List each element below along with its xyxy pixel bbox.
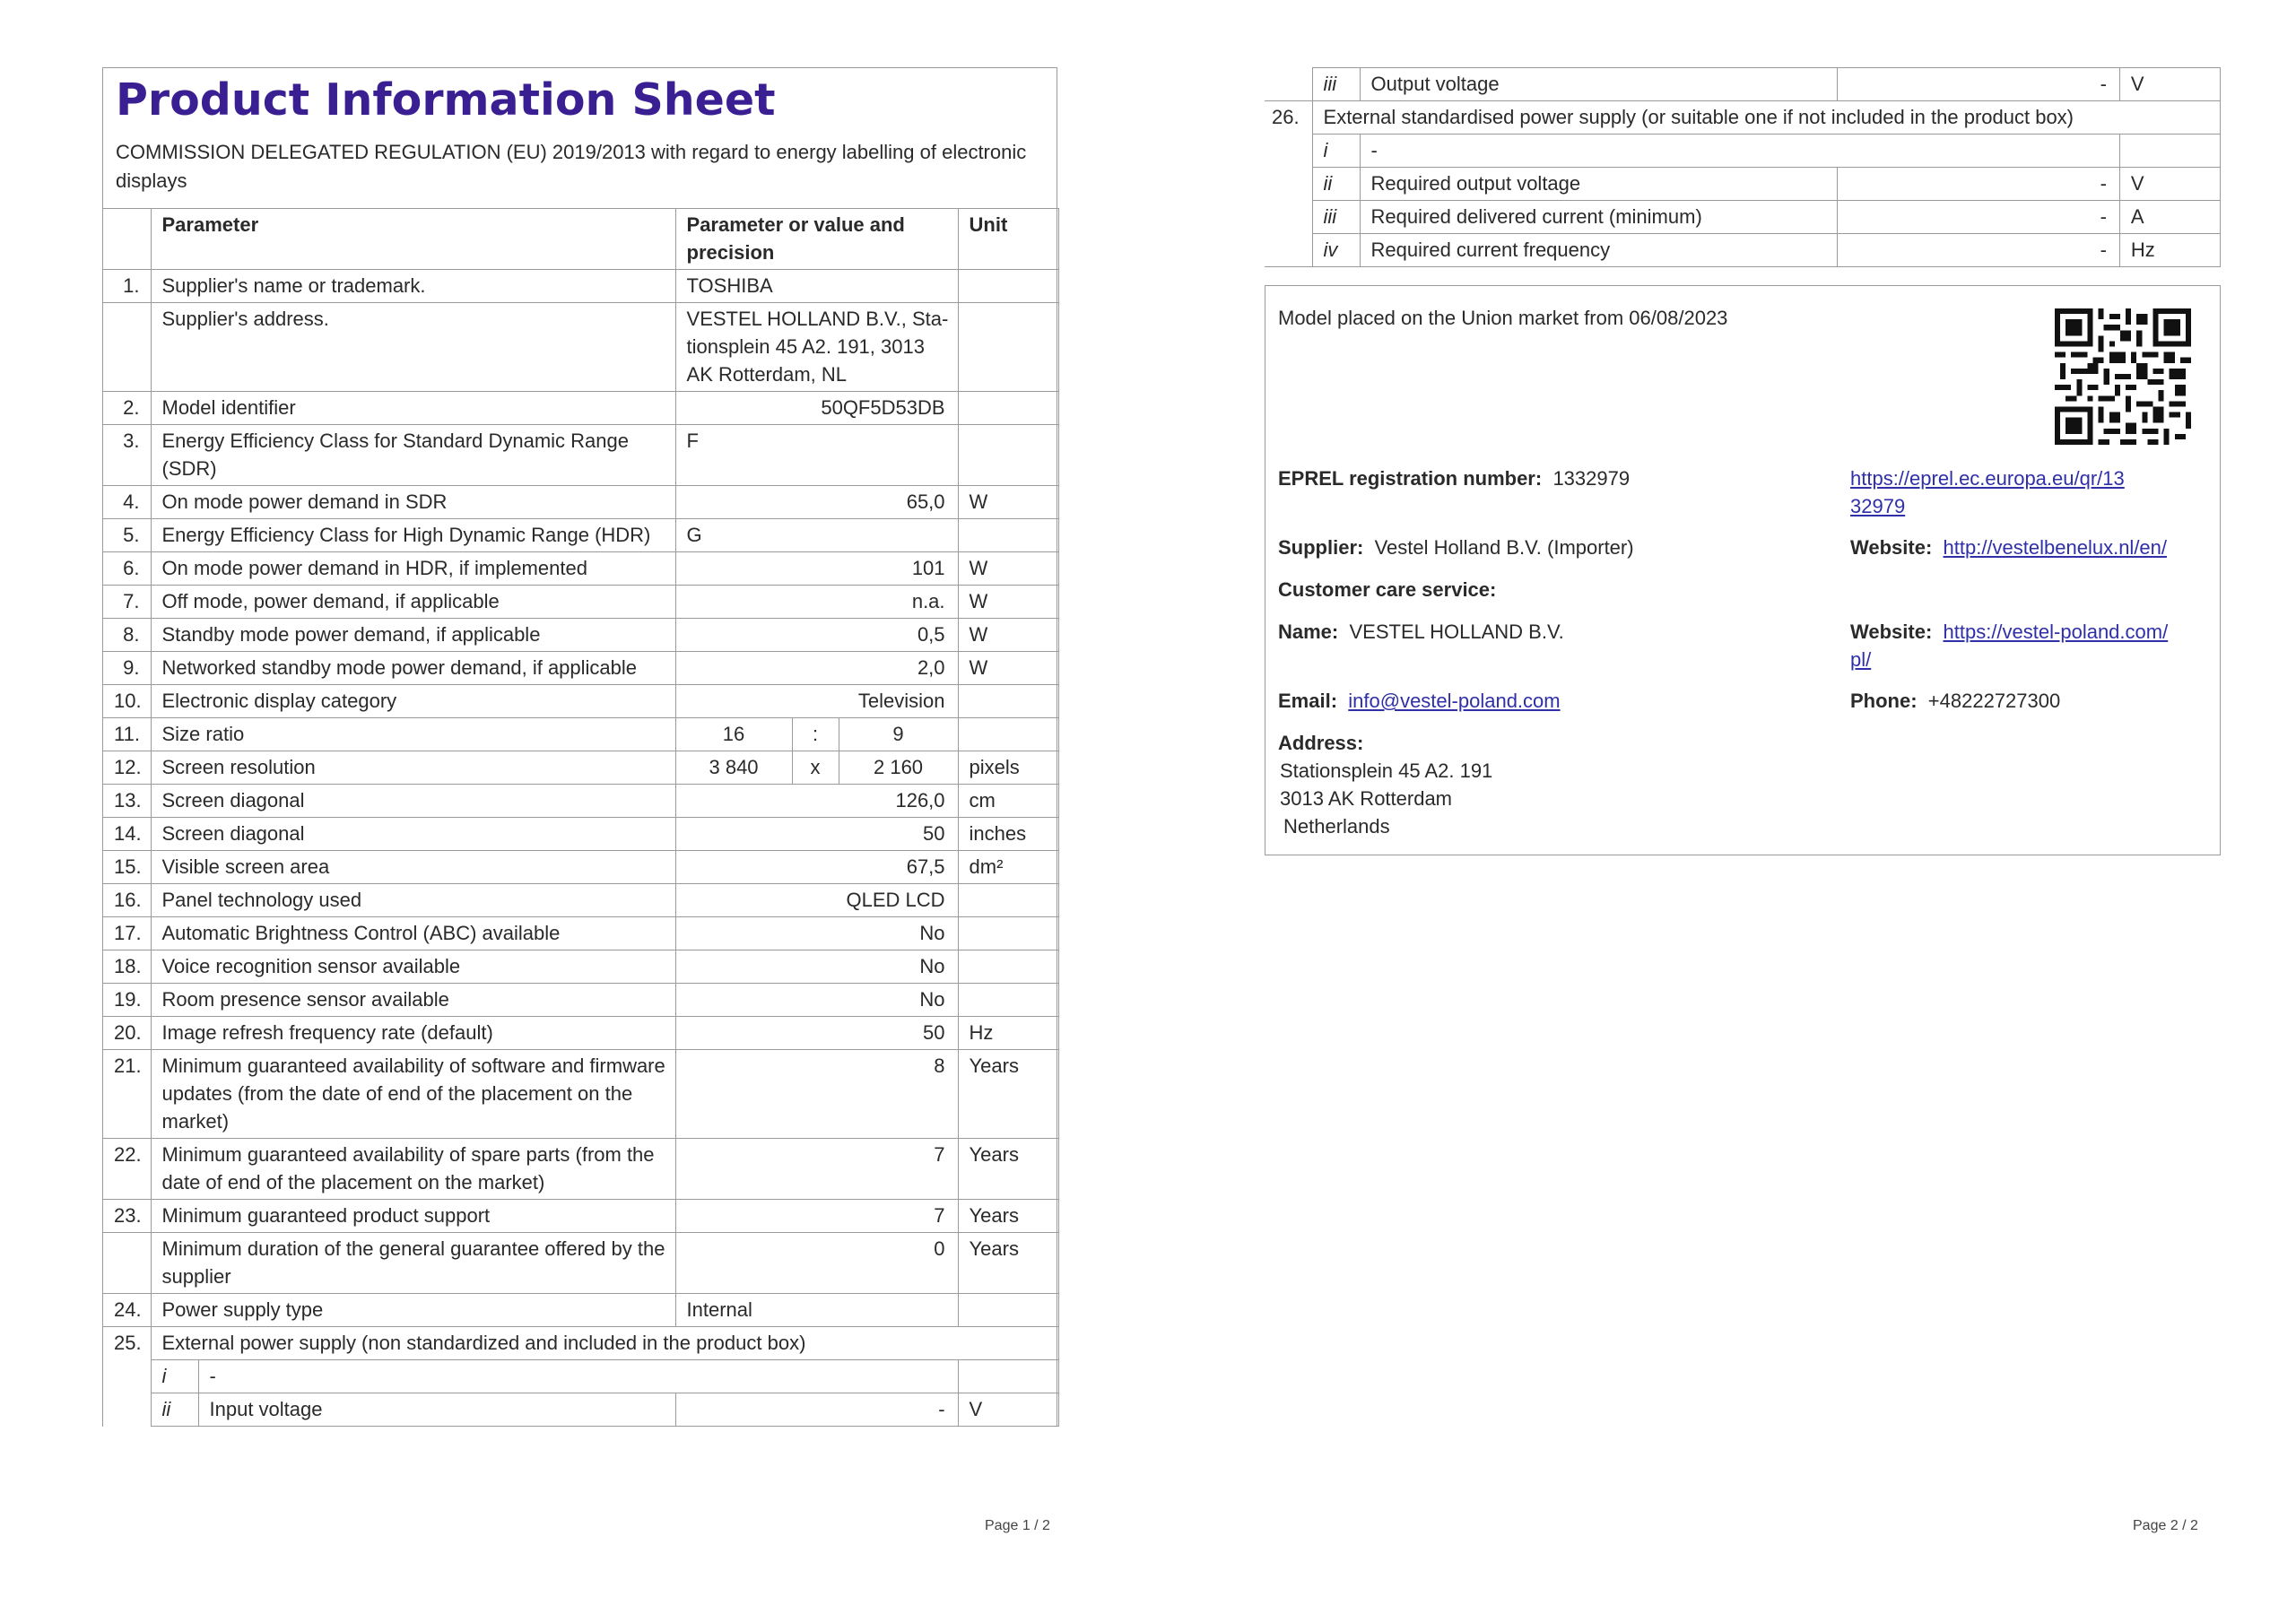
row-number: 13. (103, 785, 151, 818)
row-parameter: On mode power demand in HDR, if implemented (151, 552, 675, 586)
row-value: 0,5 (675, 619, 958, 652)
table-row: iv Required current frequency - Hz (1265, 234, 2221, 267)
table-header-row (103, 209, 1058, 270)
phone-label: Phone: (1850, 690, 1918, 712)
row-unit: W (958, 586, 1058, 619)
row-value: F (675, 425, 958, 486)
table-row: ii Input voltage - V (103, 1393, 1058, 1427)
row-number: 21. (103, 1050, 151, 1139)
row-parameter: Panel technology used (151, 884, 675, 917)
row-value: 7 (675, 1200, 958, 1233)
row-number: 23. (103, 1200, 151, 1233)
row-value-b: 2 160 (839, 751, 958, 785)
table-row (103, 1050, 1058, 1139)
row-unit: dm² (958, 851, 1058, 884)
row-value: 67,5 (675, 851, 958, 884)
table-row (103, 425, 1058, 486)
row-parameter: Voice recognition sensor available (151, 950, 675, 984)
header-parameter: Parameter (151, 209, 675, 270)
table-row (103, 1017, 1058, 1050)
table-row (103, 950, 1058, 984)
table-row: 24. Power supply type Internal (103, 1294, 1058, 1327)
website-label: Website: (1850, 536, 1933, 559)
row-number: 1. (103, 270, 151, 303)
row-unit: Hz (958, 1017, 1058, 1050)
row-parameter: Minimum guaranteed availability of spare parts (from the date of end of the placement on the market) (151, 1139, 675, 1200)
row-value: VESTEL HOLLAND B.V., Stationsplein 45 A2. 191, 3013 AK Rotterdam, NL (675, 303, 958, 392)
row-number: 14. (103, 818, 151, 851)
row-number: 6. (103, 552, 151, 586)
row-parameter: Electronic display category (151, 685, 675, 718)
row-value: G (675, 519, 958, 552)
row-unit (958, 984, 1058, 1017)
model-info-box: Model placed on the Union market from 06/08/2023 EPREL registration number: 1332979 https://eprel.ec.europa.eu/qr/13 32979 Supplier: Vestel Holland B.V. (Importer) Website: http://vestelbenelux.nl/en/ Customer care service: Name: VESTEL HOLLAND B.V. Website: https://vestel-poland.com/ pl/ Email: info@vestel-poland.com Phone: +48222727300 Address: Stationsplein 45 A2. 191 3013 AK Rotterdam Netherlands (1265, 285, 2221, 855)
row-number: 22. (103, 1139, 151, 1200)
row-unit (958, 425, 1058, 486)
row-value: 50QF5D53DB (675, 392, 958, 425)
supplier-value: Vestel Holland B.V. (Importer) (1374, 536, 1634, 559)
row-unit (958, 884, 1058, 917)
row-parameter: Automatic Brightness Control (ABC) available (151, 917, 675, 950)
row-value: 2,0 (675, 652, 958, 685)
table-row (103, 685, 1058, 718)
row-number: 10. (103, 685, 151, 718)
row-parameter: Minimum guaranteed product support (151, 1200, 675, 1233)
table-row: ii Required output voltage - V (1265, 168, 2221, 201)
table-row (103, 552, 1058, 586)
placed-on-market: Model placed on the Union market from 06/08/2023 (1278, 307, 1728, 329)
row-number: 7. (103, 586, 151, 619)
row-value-b: 9 (839, 718, 958, 751)
row-value: 101 (675, 552, 958, 586)
eprel-label: EPREL registration number: (1278, 467, 1543, 490)
row-number: 20. (103, 1017, 151, 1050)
table-row (103, 884, 1058, 917)
row-unit: Years (958, 1200, 1058, 1233)
customer-care-label: Customer care service: (1278, 578, 1497, 601)
row-parameter: Supplier's address. (151, 303, 675, 392)
row-unit (958, 270, 1058, 303)
row-value-a: 3 840 (675, 751, 792, 785)
page-title: Product Information Sheet (116, 74, 776, 126)
row-number: 8. (103, 619, 151, 652)
table-row: i - (1265, 135, 2221, 168)
row-unit: W (958, 552, 1058, 586)
page-2 (1148, 0, 2296, 1623)
row-number: 11. (103, 718, 151, 751)
row-unit (958, 917, 1058, 950)
row-value-sep: x (792, 751, 839, 785)
row-number: 12. (103, 751, 151, 785)
row-unit: W (958, 619, 1058, 652)
row-value: No (675, 984, 958, 1017)
table-row (103, 751, 1058, 785)
page-number: Page 1 / 2 (985, 1518, 1050, 1533)
address-label: Address: (1278, 732, 1364, 754)
row-value: 0 (675, 1233, 958, 1294)
row-number: 17. (103, 917, 151, 950)
table-row (103, 984, 1058, 1017)
website-2-link[interactable]: https://vestel-poland.com/ (1943, 621, 2169, 643)
name-value: VESTEL HOLLAND B.V. (1349, 621, 1564, 643)
row-value: TOSHIBA (675, 270, 958, 303)
row-number: 4. (103, 486, 151, 519)
row-parameter: Visible screen area (151, 851, 675, 884)
address-line-3: Netherlands (1283, 815, 1390, 838)
row-value: 50 (675, 1017, 958, 1050)
eprel-number: 1332979 (1552, 467, 1631, 490)
row-unit (958, 950, 1058, 984)
row-parameter: Screen diagonal (151, 818, 675, 851)
row-number: 9. (103, 652, 151, 685)
row-parameter: Supplier's name or trademark. (151, 270, 675, 303)
row-unit: Years (958, 1139, 1058, 1200)
row-unit: W (958, 652, 1058, 685)
table-row (103, 270, 1058, 303)
product-information-sheet (102, 67, 1057, 1427)
row-number (103, 303, 151, 392)
table-row (103, 586, 1058, 619)
row-parameter: Room presence sensor available (151, 984, 675, 1017)
row-value: 50 (675, 818, 958, 851)
row-value: 8 (675, 1050, 958, 1139)
address-line-1: Stationsplein 45 A2. 191 (1280, 759, 1493, 782)
row-value-sep: : (792, 718, 839, 751)
qr-code-icon (2055, 308, 2191, 445)
row-unit: Years (958, 1233, 1058, 1294)
row-unit (958, 303, 1058, 392)
table-row: iii Required delivered current (minimum) - A (1265, 201, 2221, 234)
row-unit: W (958, 486, 1058, 519)
row-parameter: Image refresh frequency rate (default) (151, 1017, 675, 1050)
table-row (103, 1200, 1058, 1233)
row-number: 19. (103, 984, 151, 1017)
table-row (103, 818, 1058, 851)
row-parameter: Energy Efficiency Class for Standard Dynamic Range (SDR) (151, 425, 675, 486)
row-unit: pixels (958, 751, 1058, 785)
row-parameter: Screen resolution (151, 751, 675, 785)
row-unit: inches (958, 818, 1058, 851)
row-unit (958, 685, 1058, 718)
website-link[interactable]: http://vestelbenelux.nl/en/ (1943, 536, 2168, 559)
table-row (103, 486, 1058, 519)
row-parameter: Off mode, power demand, if applicable (151, 586, 675, 619)
email-link[interactable]: info@vestel-poland.com (1348, 690, 1561, 712)
row-value: Television (675, 685, 958, 718)
table-row (103, 652, 1058, 685)
table-row (103, 1233, 1058, 1294)
address-line-2: 3013 AK Rotterdam (1280, 787, 1453, 810)
header-value: Parameter or value and precision (675, 209, 958, 270)
supplier-label: Supplier: (1278, 536, 1364, 559)
row-parameter: Screen diagonal (151, 785, 675, 818)
row-value: 7 (675, 1139, 958, 1200)
row-number: 15. (103, 851, 151, 884)
page-number: Page 2 / 2 (2133, 1518, 2198, 1533)
table-row (103, 392, 1058, 425)
table-row (103, 303, 1058, 392)
row-parameter: Networked standby mode power demand, if applicable (151, 652, 675, 685)
email-label: Email: (1278, 690, 1338, 712)
row-number: 2. (103, 392, 151, 425)
row-unit (958, 519, 1058, 552)
row-unit: Years (958, 1050, 1058, 1139)
phone-value: +48222727300 (1927, 690, 2061, 712)
row-number: 5. (103, 519, 151, 552)
row-number: 3. (103, 425, 151, 486)
row-number (103, 1233, 151, 1294)
parameter-table (103, 208, 1059, 1427)
row-value-a: 16 (675, 718, 792, 751)
name-label: Name: (1278, 621, 1339, 643)
table-row (103, 785, 1058, 818)
table-row: iii Output voltage - V (1265, 68, 2221, 101)
table-row (103, 851, 1058, 884)
table-row (103, 917, 1058, 950)
row-value: QLED LCD (675, 884, 958, 917)
power-supply-table-continued (1265, 67, 2221, 267)
table-row: 25. External power supply (non standardized and included in the product box) (103, 1327, 1058, 1360)
row-parameter: Minimum guaranteed availability of software and firmware updates (from the date of end of the placement on the market) (151, 1050, 675, 1139)
row-unit: cm (958, 785, 1058, 818)
header-unit: Unit (958, 209, 1058, 270)
row-value: No (675, 950, 958, 984)
row-value: No (675, 917, 958, 950)
table-row: 26. External standardised power supply (or suitable one if not included in the product box) (1265, 101, 2221, 135)
row-value: 65,0 (675, 486, 958, 519)
row-number: 18. (103, 950, 151, 984)
row-value: n.a. (675, 586, 958, 619)
row-unit (958, 392, 1058, 425)
table-row (103, 718, 1058, 751)
website-2-label: Website: (1850, 621, 1933, 643)
row-parameter: On mode power demand in SDR (151, 486, 675, 519)
table-row (103, 619, 1058, 652)
row-parameter: Energy Efficiency Class for High Dynamic Range (HDR) (151, 519, 675, 552)
row-parameter: Size ratio (151, 718, 675, 751)
table-row (103, 519, 1058, 552)
regulation-subtitle: COMMISSION DELEGATED REGULATION (EU) 2019/2013 with regard to energy labelling of electronic displays (116, 141, 1027, 193)
row-unit (958, 718, 1058, 751)
row-value: 126,0 (675, 785, 958, 818)
row-parameter: Standby mode power demand, if applicable (151, 619, 675, 652)
row-parameter: Model identifier (151, 392, 675, 425)
table-row: i - (103, 1360, 1058, 1393)
table-row (103, 1139, 1058, 1200)
row-parameter: Minimum duration of the general guarantee offered by the supplier (151, 1233, 675, 1294)
row-number: 16. (103, 884, 151, 917)
eprel-link[interactable]: https://eprel.ec.europa.eu/qr/13 32979 (1850, 467, 2125, 517)
